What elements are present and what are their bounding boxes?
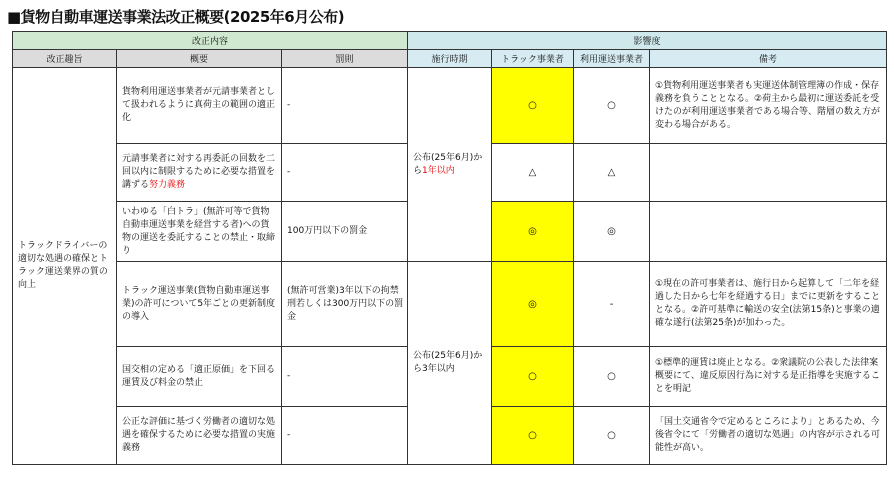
col-header-notes: 備考: [650, 50, 887, 68]
user-impact-cell: ○: [574, 347, 650, 407]
overview-red-text: 努力義務: [149, 180, 186, 190]
notes-cell: ①標準的運賃は廃止となる。②衆議院の公表した法律案概要にて、違反原因行為に対する是正指導を実施することを明記: [650, 347, 887, 407]
truck-impact-cell: ◎: [492, 202, 574, 262]
overview-cell: いわゆる「白トラ」(無許可等で貨物自動車運送事業を経営する者)への貨物の運送を委託することの禁止・取締り: [117, 202, 282, 262]
user-impact-cell: -: [574, 262, 650, 347]
col-header-overview: 概要: [117, 50, 282, 68]
overview-text: 元請事業者に対する再委託の回数を二回以内に制限するために必要な措置を講ずる: [122, 154, 276, 190]
user-impact-cell: ○: [574, 68, 650, 144]
penalty-cell: -: [282, 347, 408, 407]
date-cell-group2: 公布(25年6月)から3年以内: [408, 262, 492, 465]
penalty-cell: 100万円以下の罰金: [282, 202, 408, 262]
overview-cell: トラック運送事業(貨物自動車運送事業)の許可について5年ごとの更新制度の導入: [117, 262, 282, 347]
notes-cell: [650, 144, 887, 202]
overview-cell: [117, 144, 282, 202]
truck-impact-cell: ○: [492, 347, 574, 407]
penalty-cell: -: [282, 68, 408, 144]
overview-cell: 国交相の定める「適正原価」を下回る運賃及び料金の禁止: [117, 347, 282, 407]
date-red-text: 1年以内: [422, 165, 455, 176]
table-row: [13, 262, 887, 347]
truck-impact-cell: ○: [492, 68, 574, 144]
truck-impact-cell: ○: [492, 407, 574, 465]
user-impact-cell: ◎: [574, 202, 650, 262]
col-header-purpose: 改正趣旨: [13, 50, 117, 68]
date-text: 公布(25年6月)から: [413, 152, 483, 176]
truck-impact-cell: ◎: [492, 262, 574, 347]
page-title: ■貨物自動車運送事業法改正概要(2025年6月公布): [7, 8, 345, 26]
notes-cell: [650, 202, 887, 262]
group-header-impact: 影響度: [408, 32, 887, 50]
penalty-cell: -: [282, 407, 408, 465]
user-impact-cell: ○: [574, 407, 650, 465]
table-row: [13, 68, 887, 144]
purpose-cell: トラックドライバーの適切な処遇の確保とトラック運送業界の質の向上: [13, 68, 117, 465]
col-header-truck: トラック事業者: [492, 50, 574, 68]
revision-summary-table: [12, 31, 887, 465]
overview-cell: 貨物利用運送事業者が元請事業者として扱われるように真荷主の範囲の適正化: [117, 68, 282, 144]
col-header-date: 施行時期: [408, 50, 492, 68]
penalty-cell: -: [282, 144, 408, 202]
group-header-revision: 改正内容: [13, 32, 408, 50]
col-header-penalty: 罰則: [282, 50, 408, 68]
penalty-cell: (無許可営業)3年以下の拘禁刑若しくは300万円以下の罰金: [282, 262, 408, 347]
overview-cell: 公正な評価に基づく労働者の適切な処遇を確保するために必要な措置の実施義務: [117, 407, 282, 465]
date-cell-group1: [408, 68, 492, 262]
truck-impact-cell: △: [492, 144, 574, 202]
user-impact-cell: △: [574, 144, 650, 202]
notes-cell: ①貨物利用運送事業者も実運送体制管理簿の作成・保存義務を負うこととなる。②荷主から最初に運送委託を受けたのが利用運送事業者である場合等、階層の数え方が変わる場合がある。: [650, 68, 887, 144]
notes-cell: 「国土交通省令で定めるところにより」とあるため、今後省令にて「労働者の適切な処遇」の内容が示される可能性が高い。: [650, 407, 887, 465]
notes-cell: ①現在の許可事業者は、施行日から起算して「二年を経過した日から七年を経過する日」までに更新をすることとなる。②許可基準に輸送の安全(法第15条)と事業の適確な遂行(法第25条)が加わった。: [650, 262, 887, 347]
col-header-user: 利用運送事業者: [574, 50, 650, 68]
